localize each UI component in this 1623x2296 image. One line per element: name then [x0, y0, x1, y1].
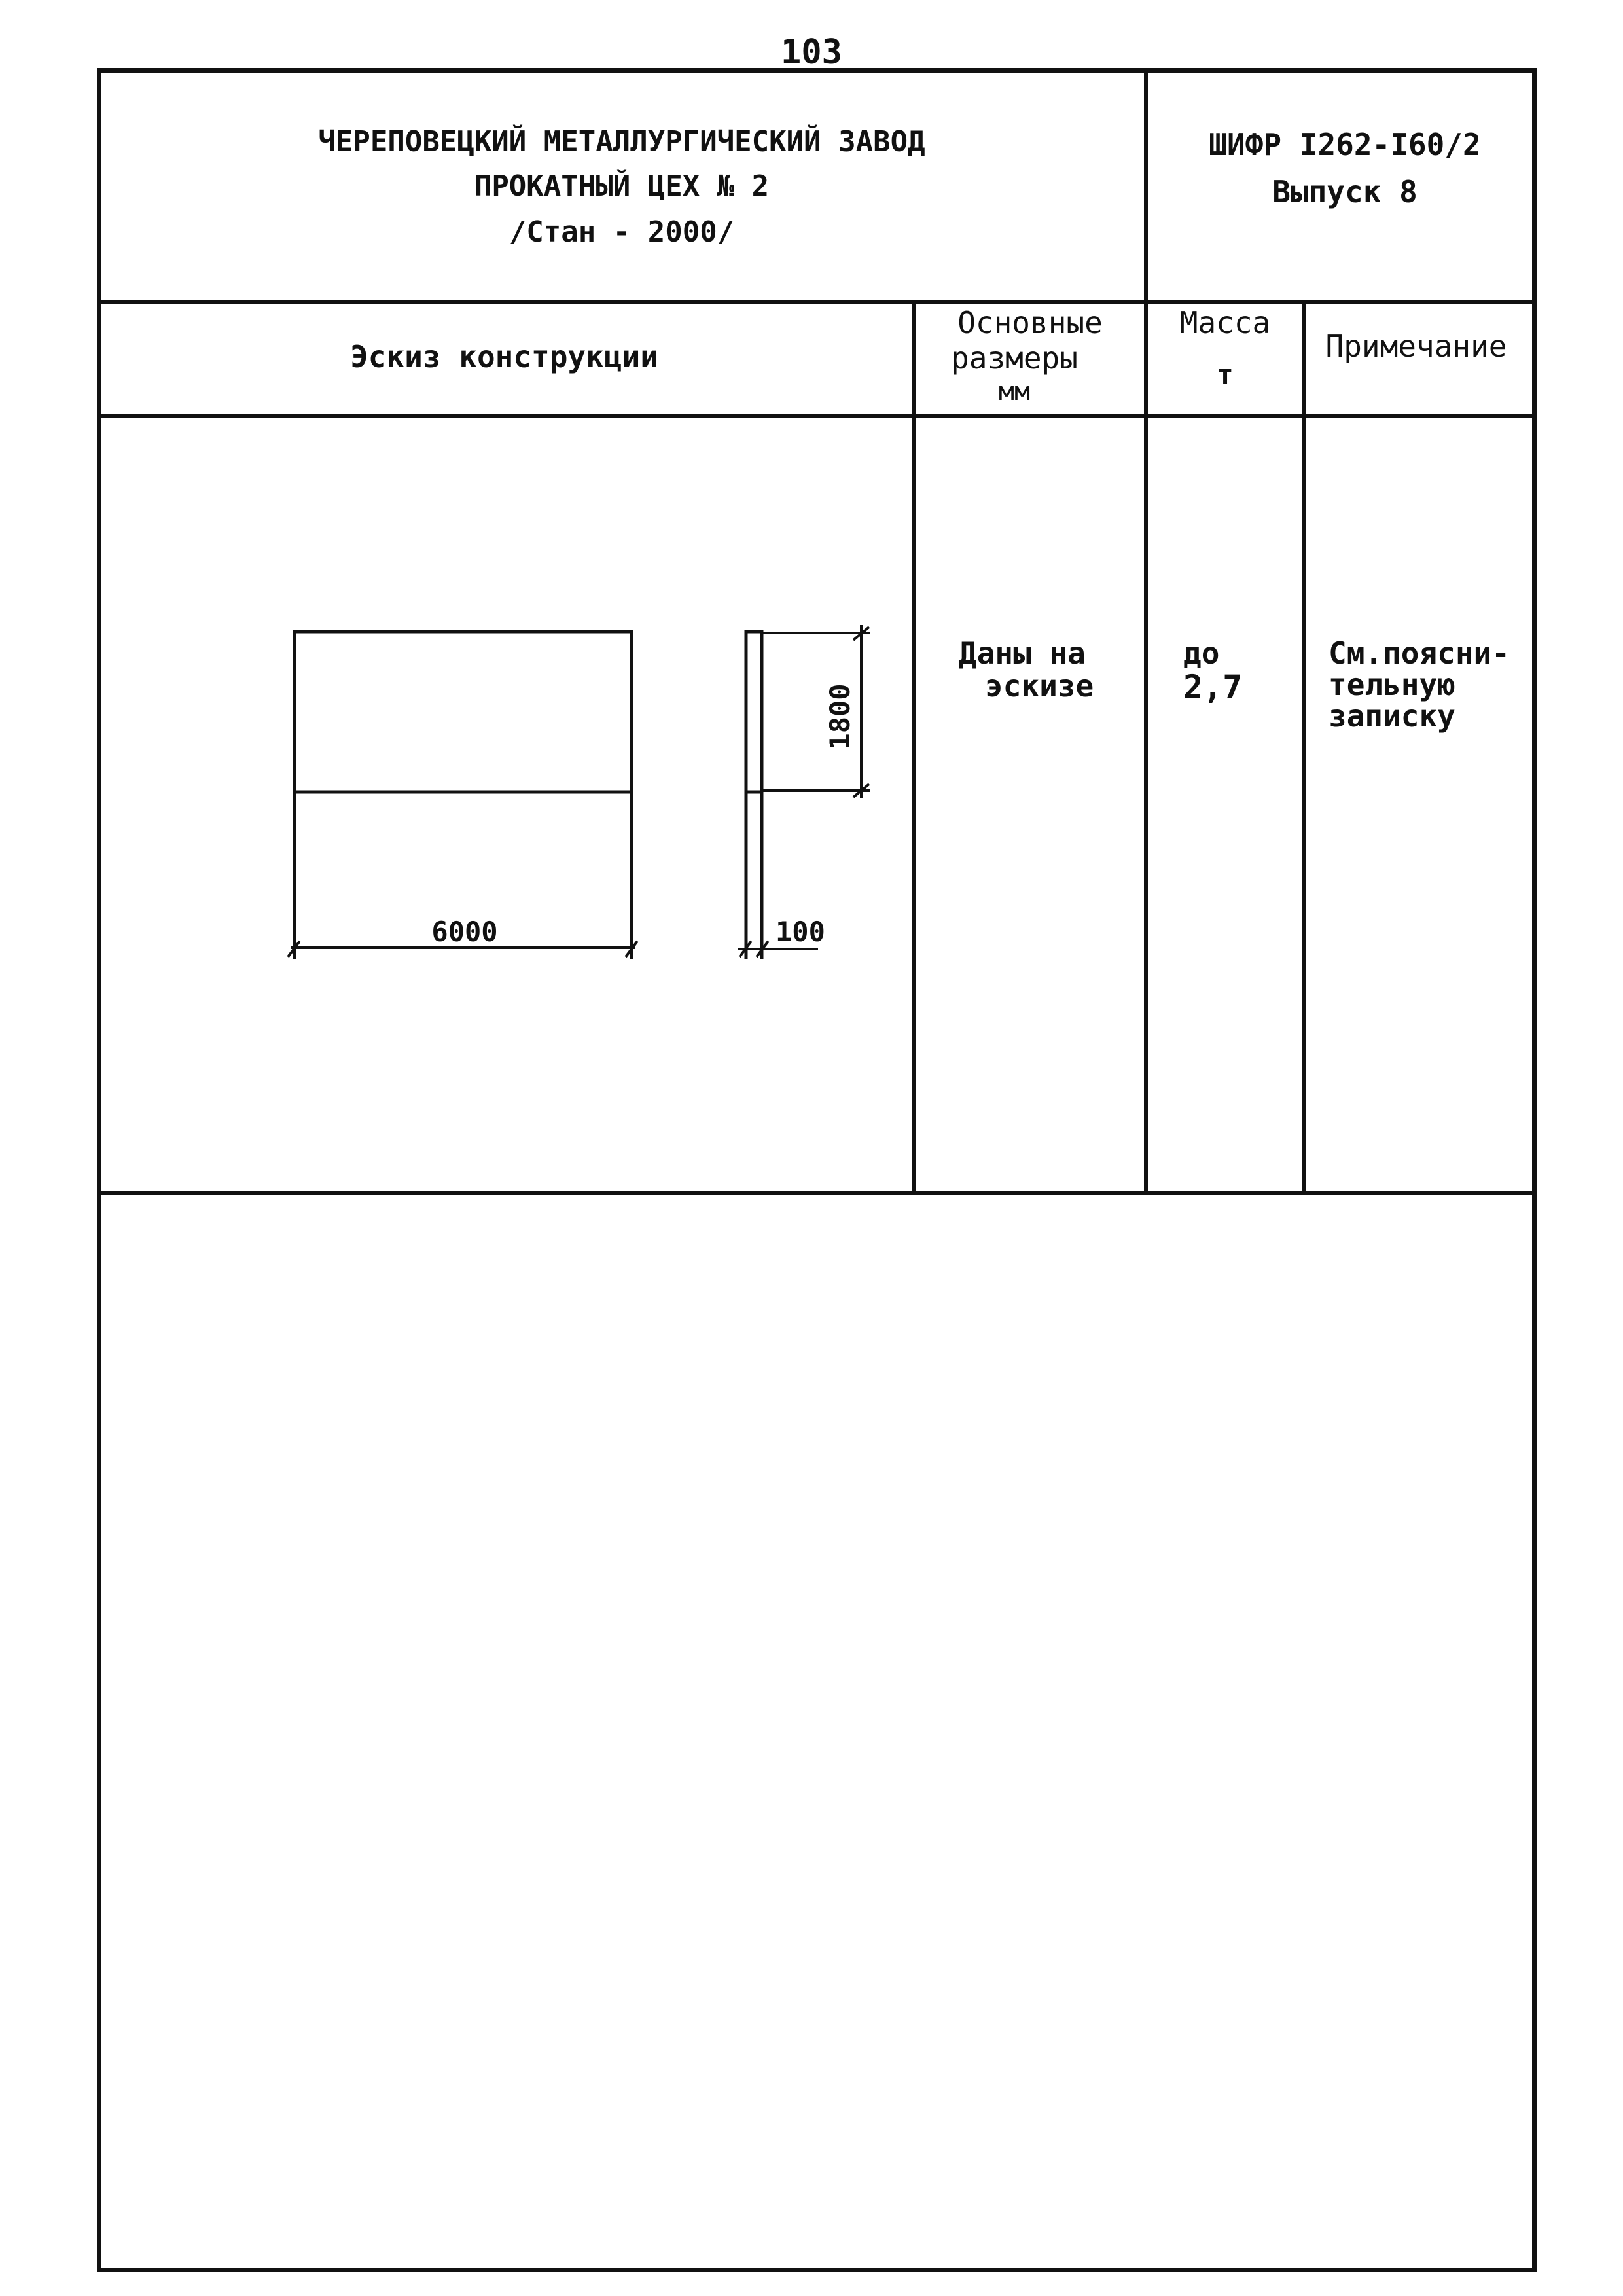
column-header-note: Примечание [1325, 329, 1507, 364]
workshop-name: ПРОКАТНЫЙ ЦЕХ № 2 [474, 170, 770, 203]
column-header-dimensions-line2: размеры [951, 340, 1078, 376]
document-code: ШИФР I262-I60/2 [1209, 127, 1481, 162]
column-header-dimensions-unit: мм [998, 376, 1031, 406]
note-value-line2: тельную [1329, 667, 1455, 702]
column-header-mass: Масса [1179, 305, 1271, 340]
height-dimension-label: 1800 [824, 683, 856, 750]
thickness-dimension-label: 100 [776, 916, 825, 948]
column-header-dimensions-line1: Основные [957, 305, 1103, 340]
column-header-sketch: Эскиз конструкции [350, 339, 658, 374]
column-header-mass-unit: т [1217, 359, 1234, 391]
width-dimension-label: 6000 [431, 916, 498, 948]
issue-number: Выпуск 8 [1272, 174, 1418, 209]
plate-side-view [746, 632, 762, 792]
note-value-line1: См.поясни- [1329, 636, 1510, 671]
mass-value: 2,7 [1183, 668, 1243, 706]
plate-front-view [294, 632, 632, 792]
dimensions-value-line2: эскизе [985, 668, 1094, 704]
dimensions-value-line1: Даны на [959, 636, 1086, 671]
page-number: 103 [781, 33, 842, 72]
mass-value-prefix: до [1183, 636, 1220, 671]
organization-name: ЧЕРЕПОВЕЦКИЙ МЕТАЛЛУРГИЧЕСКИЙ ЗАВОД [318, 125, 925, 158]
note-value-line3: записку [1329, 698, 1455, 734]
mill-name: /Стан - 2000/ [508, 215, 735, 249]
